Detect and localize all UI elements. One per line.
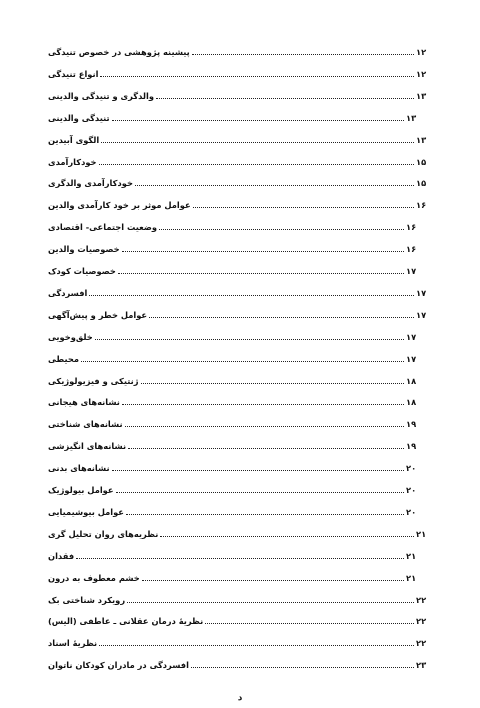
toc-entry-page: ۱۷ xyxy=(416,309,427,320)
toc-entry-title: عوامل خطر و پیش‌آگهی xyxy=(48,309,148,320)
toc-leader-dots xyxy=(112,470,404,471)
toc-entry xyxy=(46,217,420,233)
toc-leader-dots xyxy=(112,120,404,121)
toc-entry-page: ۱۹ xyxy=(406,419,417,430)
toc-entry-page: ۱۲ xyxy=(416,68,427,79)
toc-entry xyxy=(46,64,430,80)
toc-entry xyxy=(46,108,420,124)
toc-entry xyxy=(46,392,420,408)
toc-entry-page: ۱۵ xyxy=(416,156,427,167)
toc-entry xyxy=(46,327,420,343)
toc-entry xyxy=(46,195,430,211)
toc-entry-title: تنیدگی والدینی xyxy=(48,112,110,123)
toc-entry-title: نشانه‌های شناختی xyxy=(48,419,123,430)
toc-entry-page: ۲۱ xyxy=(416,528,427,539)
toc-entry xyxy=(46,611,430,627)
toc-leader-dots xyxy=(193,207,414,208)
toc-entry-title: پیشینه پژوهشی در خصوص تنیدگی xyxy=(48,47,190,57)
toc-entry-title: محیطی xyxy=(48,353,79,364)
toc-entry-page: ۱۶ xyxy=(416,200,427,211)
toc-leader-dots xyxy=(159,229,404,230)
toc-entry xyxy=(46,261,420,277)
toc-leader-dots xyxy=(118,273,404,274)
toc-entry xyxy=(46,371,420,387)
toc-entry-page: ۲۲ xyxy=(416,594,427,605)
toc-entry xyxy=(46,283,430,299)
toc-entry-page: ۱۳ xyxy=(406,112,417,123)
toc-entry xyxy=(46,414,420,430)
toc-leader-dots xyxy=(100,76,414,77)
toc-entry-page: ۱۳ xyxy=(416,90,427,101)
toc-entry xyxy=(46,86,430,102)
toc-entry xyxy=(46,458,420,474)
toc-entry xyxy=(46,502,420,518)
toc-entry xyxy=(46,546,420,562)
toc-entry-title: خصوصیات والدین xyxy=(48,244,120,255)
toc-entry-title: وضعیت اجتماعی- اقتصادی xyxy=(48,222,158,233)
toc-entry-page: ۱۸ xyxy=(406,375,417,386)
toc-leader-dots xyxy=(76,558,404,559)
toc-leader-dots xyxy=(122,251,404,252)
toc-entry xyxy=(46,349,420,365)
toc-entry xyxy=(46,152,430,168)
toc-entry-title: انواع تنیدگی xyxy=(48,68,99,79)
toc-entry xyxy=(46,524,430,540)
toc-leader-dots xyxy=(160,536,414,537)
toc-leader-dots xyxy=(142,580,404,581)
toc-leader-dots xyxy=(141,383,404,384)
toc-entry-title: نشانه‌های انگیزشی xyxy=(48,441,127,452)
toc-entry-title: خودکارآمدی xyxy=(48,156,97,167)
toc-entry-title: رویکرد شناختی بک xyxy=(48,594,126,605)
toc-entry-page: ۲۰ xyxy=(406,463,417,474)
toc-entry-title: نشانه‌های بدنی xyxy=(48,463,110,474)
toc-entry-page: ۱۷ xyxy=(416,287,427,298)
toc-entry-title: افسردگی xyxy=(48,287,88,298)
toc-leader-dots xyxy=(156,98,414,99)
toc-entry-page: ۲۰ xyxy=(406,485,417,495)
toc-entry-title: والدگری و تنیدگی والدینی xyxy=(48,90,155,101)
toc-entry-title: خصوصیات کودک xyxy=(48,266,116,276)
toc-entry-title: نظریۀ درمان عقلانی ـ عاطفی (الیس) xyxy=(48,616,204,627)
toc-entry-title: خشم معطوف به درون xyxy=(48,572,140,583)
toc-entry-title: نشانه‌های هیجانی xyxy=(48,397,120,408)
toc-entry-page: ۲۱ xyxy=(406,572,417,583)
toc-entry-page: ۱۶ xyxy=(406,222,417,233)
toc-entry xyxy=(46,590,430,606)
toc-entry-page: ۱۹ xyxy=(406,441,417,452)
toc-entry-page: ۲۱ xyxy=(406,550,417,561)
toc-entry xyxy=(46,633,430,649)
toc-entry-title: افسردگی در مادران کودکان ناتوان xyxy=(48,660,189,671)
toc-entry-page: ۲۲ xyxy=(416,638,427,649)
toc-entry-title: الگوی آبیدین xyxy=(48,134,100,145)
toc-entry xyxy=(46,655,430,671)
toc-entry-title: خلق‌وخویی xyxy=(48,331,93,342)
toc-entry xyxy=(46,239,420,255)
toc-entry-title: خودکارآمدی والدگری xyxy=(48,178,133,189)
toc-entry-title: عوامل موثر بر خود کارآمدی والدین xyxy=(48,200,191,211)
toc-leader-dots xyxy=(127,602,414,603)
toc-entry-title: عوامل بیولوژیک xyxy=(48,485,114,495)
toc-entry-page: ۲۲ xyxy=(416,616,427,627)
toc-entry-title: فقدان xyxy=(48,550,75,561)
toc-entry-title: ژنتیکی و فیزیولوژیکی xyxy=(48,375,139,386)
toc-entry-page: ۱۵ xyxy=(416,178,427,189)
page-number-footer: د xyxy=(237,693,243,703)
toc-entry xyxy=(46,436,420,452)
toc-entry-page: ۲۳ xyxy=(416,660,427,671)
toc-entry-title: نظریه‌های روان تحلیل گری xyxy=(48,528,159,539)
toc-entry xyxy=(46,305,430,321)
toc-leader-dots xyxy=(125,426,404,427)
toc-entry-page: ۱۷ xyxy=(406,266,417,276)
toc-entry xyxy=(46,480,420,496)
toc-leader-dots xyxy=(122,404,404,405)
toc-leader-dots xyxy=(101,142,414,143)
toc-entry-page: ۱۳ xyxy=(416,134,427,145)
toc-leader-dots xyxy=(135,185,414,186)
toc-entry xyxy=(46,42,430,58)
toc-entry-page: ۱۶ xyxy=(406,244,417,255)
toc-entry-page: ۱۷ xyxy=(406,353,417,364)
toc-entry-title: نظریۀ اسناد xyxy=(48,638,98,649)
toc-leader-dots xyxy=(205,623,414,624)
toc-leader-dots xyxy=(81,361,404,362)
toc-leader-dots xyxy=(95,339,404,340)
toc-leader-dots xyxy=(128,448,404,449)
toc-entry-page: ۲۰ xyxy=(406,506,417,517)
toc-leader-dots xyxy=(99,645,414,646)
toc-leader-dots xyxy=(99,164,414,165)
toc-leader-dots xyxy=(116,492,404,493)
toc-entry-page: ۱۷ xyxy=(406,331,417,342)
toc-leader-dots xyxy=(149,317,414,318)
toc-entry xyxy=(46,130,430,146)
toc-entry-page: ۱۸ xyxy=(406,397,417,408)
toc-leader-dots xyxy=(126,514,404,515)
toc-leader-dots xyxy=(89,295,414,296)
toc-entry xyxy=(46,173,430,189)
toc-leader-dots xyxy=(191,667,414,668)
toc-entry-page: ۱۲ xyxy=(416,47,427,57)
toc-leader-dots xyxy=(192,54,414,55)
toc-entry-title: عوامل بیوشیمیایی xyxy=(48,506,124,517)
toc-entry xyxy=(46,568,420,584)
